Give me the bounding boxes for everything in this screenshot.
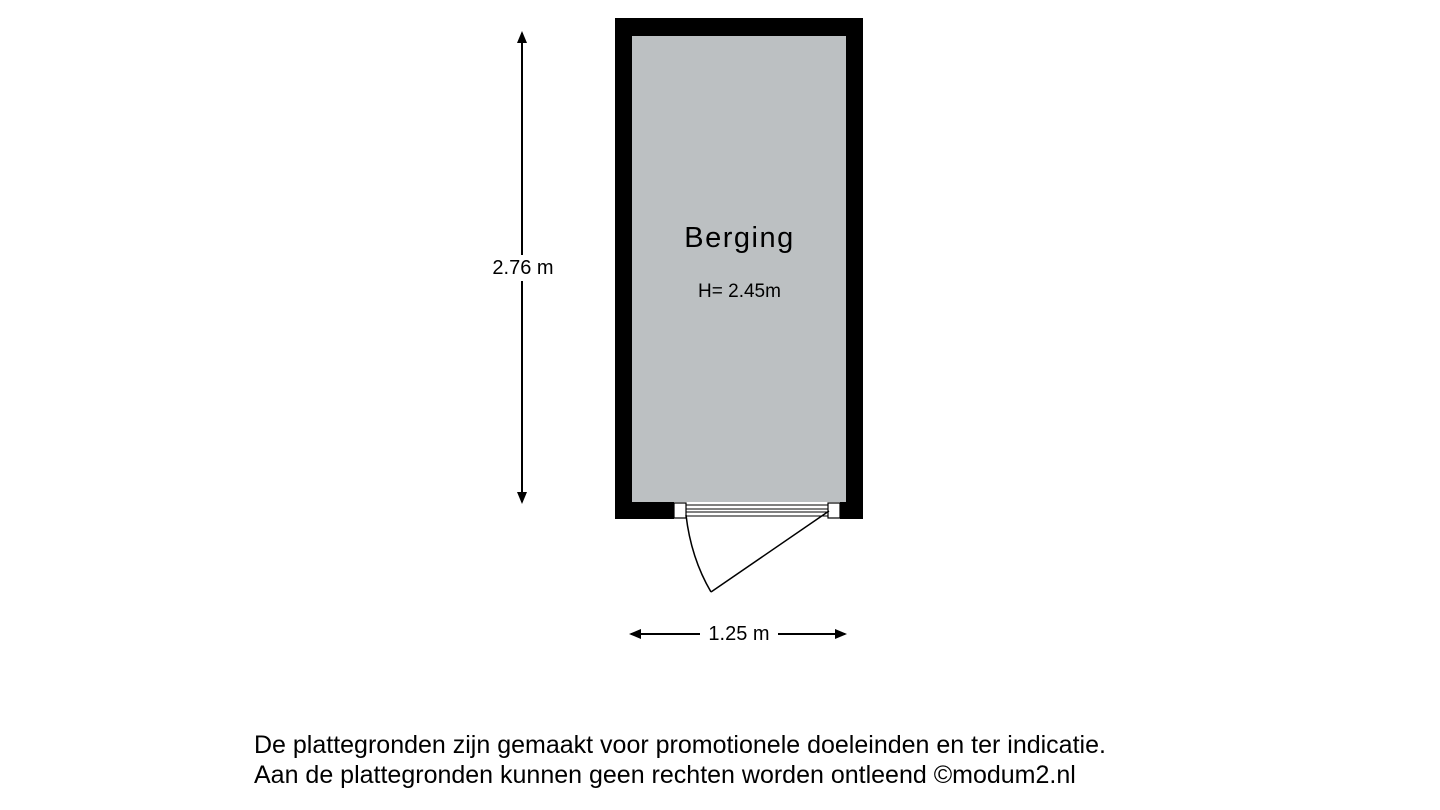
dimension-length-label: 2.76 m bbox=[482, 255, 564, 281]
door-leaf bbox=[711, 511, 829, 592]
room-floor bbox=[632, 36, 846, 502]
door-swing-arc bbox=[686, 515, 711, 592]
room-height-label: H= 2.45m bbox=[698, 281, 781, 302]
dimension-width-label: 1.25 m bbox=[700, 621, 778, 647]
disclaimer-line-1: De plattegronden zijn gemaakt voor promotionele doeleinden en ter indicatie. bbox=[254, 731, 1106, 759]
disclaimer-line-2: Aan de plattegronden kunnen geen rechten worden ontleend ©modum2.nl bbox=[254, 761, 1076, 789]
door bbox=[674, 502, 840, 592]
disclaimer bbox=[254, 730, 1254, 790]
room-name: Berging bbox=[684, 222, 795, 254]
